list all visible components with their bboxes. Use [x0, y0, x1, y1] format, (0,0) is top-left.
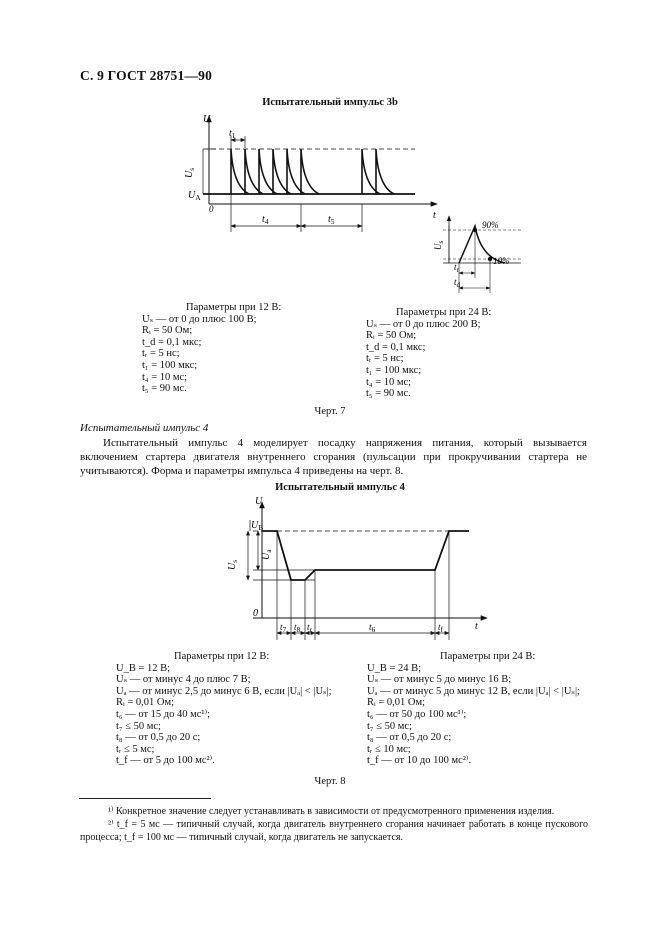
param-line: Rᵢ = 50 Ом; — [142, 325, 193, 337]
fig8-t7-label: $t_7$ — [280, 622, 287, 634]
inset-90-dot — [473, 228, 477, 232]
inset-90-label: 90% — [482, 220, 499, 230]
fig7-params-24v — [366, 307, 491, 400]
fig7-zero-label: 0 — [209, 204, 214, 214]
fig8-ua-label: $U_a$ — [261, 549, 273, 560]
fig8-t8-label: $t_8$ — [294, 622, 301, 634]
param-line: t₈ — от 0,5 до 20 с; — [116, 732, 201, 744]
param-line: t₄ = 10 мс; — [366, 376, 412, 388]
fig7-pulse-train — [231, 149, 394, 194]
param-line: tᵣ = 5 нс; — [142, 348, 180, 360]
param-line: Rᵢ = 0,01 Ом; — [116, 697, 175, 709]
param-line: t₆ — от 15 до 40 мс¹⁾; — [116, 708, 211, 720]
param-line: t_d = 0,1 мкс; — [366, 341, 426, 353]
fig7-us-label: $U_s$ — [184, 167, 196, 178]
param-line: t_f — от 5 до 100 мс²⁾. — [116, 755, 215, 767]
param-line: t₄ = 10 мс; — [142, 371, 188, 383]
footnote-2: ²⁾ t_f = 5 мс — типичный случай, когда двигатель внутреннего сгорания начинает работать в конце пускового процесса; t_f = 100 мс — типичный случай, когда двигатель не запускается. — [80, 819, 588, 843]
section-paragraph: Испытательный импульс 4 моделирует посадку напряжения питания, который вызывается включением стартера двигателя внутреннего сгорания (пульсации при прокручивании стартера не учитываются). Форма и параметры импульса 4 приведены на черт. 8. — [80, 437, 587, 478]
fig7-params-12v — [142, 302, 281, 395]
param-line: Uₐ — от минус 5 до минус 12 В, если |Uₐ| < |Uₛ|; — [367, 685, 580, 697]
param-line: tᵣ ≤ 5 мс; — [116, 743, 155, 755]
param-line: t₆ — от 50 до 100 мс¹⁾; — [367, 708, 467, 720]
param-line: Uₛ — от 0 до плюс 100 В; — [142, 313, 257, 325]
params-heading: Параметры при 24 В: — [440, 651, 536, 662]
fig7-t4-label: $t_4$ — [262, 214, 269, 226]
fig8-title: Испытательный импульс 4 — [275, 482, 405, 493]
fig8-t6-label: $t_6$ — [369, 622, 376, 634]
inset-td-label: $t_d$ — [454, 277, 461, 289]
fig7-t1-label: $t_1$ — [229, 128, 236, 140]
fig8-waveform — [262, 531, 469, 580]
fig8-params-24v — [367, 651, 580, 767]
param-line: t_d = 0,1 мкс; — [142, 336, 202, 348]
fig8-u-label: U — [255, 496, 263, 507]
page-header: С. 9 ГОСТ 28751—90 — [80, 68, 213, 83]
param-line: t₅ = 90 мс. — [142, 383, 187, 395]
param-line: t₅ = 90 мс. — [366, 388, 411, 400]
param-line: Rᵢ = 50 Ом; — [366, 330, 417, 342]
inset-10-dot — [488, 257, 492, 261]
fig7-caption: Черт. 7 — [314, 406, 346, 417]
param-line: U_B = 24 В; — [367, 662, 422, 674]
param-line: t₈ — от 0,5 до 20 с; — [367, 732, 452, 744]
fig8-ub-label: $U_B$ — [251, 520, 264, 532]
param-line: Uₐ — от минус 2,5 до минус 6 В, если |Uₐ| < |Uₛ|; — [116, 685, 332, 697]
fig8-tr-label: $t_r$ — [307, 622, 313, 634]
param-line: t₇ ≤ 50 мс; — [116, 720, 161, 732]
params-heading: Параметры при 12 В: — [174, 651, 270, 662]
inset-10-label: 10% — [493, 256, 510, 266]
param-line: t₁ = 100 мкс; — [366, 364, 422, 376]
param-line: Uₛ — от 0 до плюс 200 В; — [366, 318, 481, 330]
fig7-ua-label: $U_A$ — [188, 190, 201, 202]
param-line: tᵣ ≤ 10 мс; — [367, 743, 411, 755]
fig7-title: Испытательный импульс 3b — [262, 97, 398, 108]
params-heading: Параметры при 12 В: — [186, 302, 282, 313]
section-heading: Испытательный импульс 4 — [80, 422, 209, 434]
param-line: t₇ ≤ 50 мс; — [367, 720, 412, 732]
inset-us-label: $U_s$ — [433, 240, 445, 250]
params-heading: Параметры при 24 В: — [396, 307, 492, 318]
fig7-diagram — [175, 108, 535, 300]
inset-tr-label: $t_r$ — [454, 262, 460, 274]
param-line: U_B = 12 В; — [116, 662, 171, 674]
footnote-1: ¹⁾ Конкретное значение следует устанавливать в зависимости от предусмотренного применения изделия. — [108, 806, 555, 817]
fig8-params-12v — [116, 651, 332, 767]
fig8-zero-label: 0 — [253, 608, 258, 619]
fig8-diagram — [225, 490, 495, 640]
fig7-t-label: t — [433, 210, 436, 221]
fig8-tf-label: $t_f$ — [438, 622, 444, 634]
fig8-us-label: $U_s$ — [227, 559, 239, 570]
fig7-t5-label: $t_5$ — [328, 214, 335, 226]
fig7-u-label: U — [203, 114, 211, 125]
param-line: t_f — от 10 до 100 мс²⁾. — [367, 755, 472, 767]
param-line: Uₛ — от минус 4 до плюс 7 В; — [116, 674, 251, 686]
param-line: t₁ = 100 мкс; — [142, 359, 198, 371]
fig8-t-label: t — [475, 621, 478, 632]
param-line: Uₛ — от минус 5 до минус 16 В; — [367, 674, 512, 686]
param-line: Rᵢ = 0,01 Ом; — [367, 697, 426, 709]
param-line: tᵣ = 5 нс; — [366, 353, 404, 365]
fig8-caption: Черт. 8 — [314, 776, 346, 787]
footnote-divider — [79, 798, 211, 799]
